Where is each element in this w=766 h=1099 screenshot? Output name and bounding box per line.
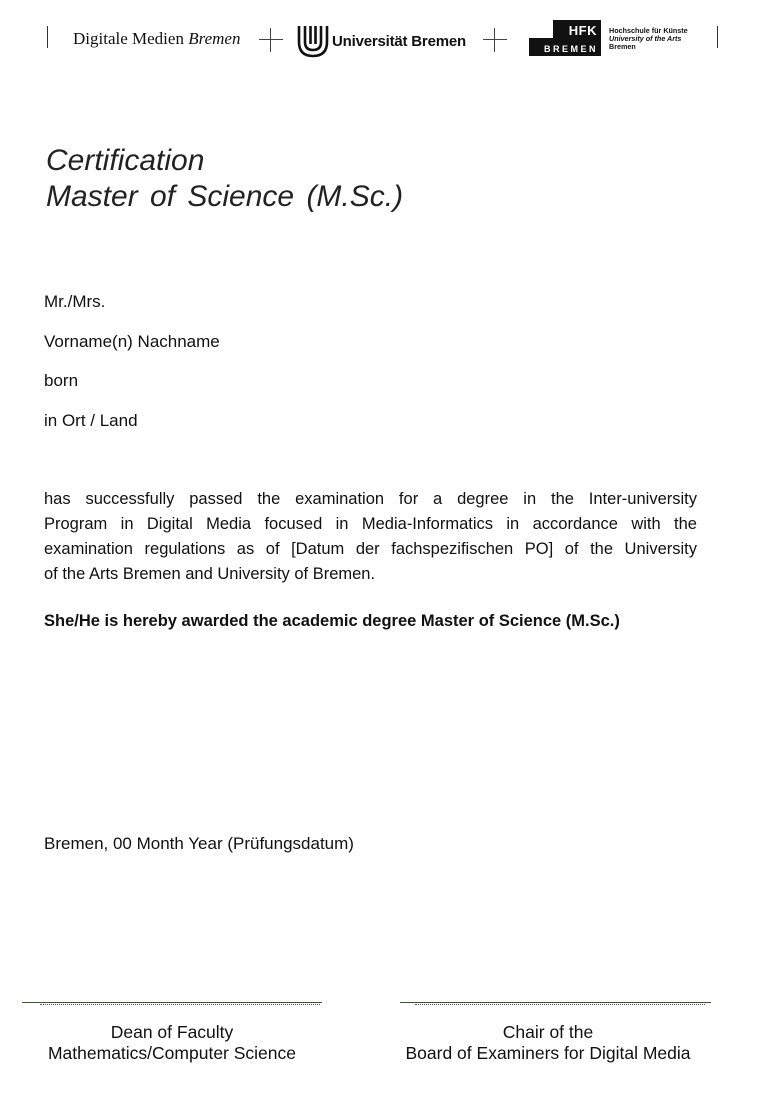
certification-statement	[44, 487, 697, 587]
signature-line-chair	[400, 1002, 711, 1003]
hfk-logo-text	[609, 27, 688, 51]
logo-dmb-regular: Digitale Medien	[73, 29, 184, 48]
statement-line: Program in Digital Media focused in Media-Informatics in accordance with the	[44, 515, 697, 533]
hfk-logo-mark	[529, 20, 601, 56]
hfk-logo-line1: Hochschule für Künste	[609, 26, 688, 35]
hfk-logo-line3: Bremen	[609, 42, 636, 51]
signature-dots-dean	[40, 1004, 320, 1005]
logo-ub-text: Universität Bremen	[332, 32, 466, 50]
chair-title-line1: Chair of the	[502, 1022, 594, 1042]
name-field: Vorname(n) Nachname	[44, 332, 220, 351]
logo-dmb-italic: Bremen	[188, 29, 241, 48]
statement-line: has successfully passed the examination for a degree in the Inter-university	[44, 490, 697, 508]
document-title-line1: Certification	[46, 144, 205, 177]
born-field: born	[44, 371, 79, 390]
hfk-logo-bottom: BREMEN	[544, 44, 599, 54]
dean-title-line1: Dean of Faculty	[110, 1022, 234, 1042]
universitaet-bremen-logo	[297, 24, 466, 58]
place-date-line: Bremen, 00 Month Year (Prüfungsdatum)	[44, 834, 354, 853]
document-title-line2: Master of Science (M.Sc.)	[46, 180, 404, 213]
chair-title-line2: Board of Examiners for Digital Media	[405, 1043, 691, 1063]
header-divider-left	[47, 26, 48, 48]
statement-line: examination regulations as of [Datum der fachspezifischen PO] of the University	[44, 540, 697, 558]
hfk-logo-top: HFK	[568, 23, 597, 38]
hfk-logo-line2: University of the Arts	[609, 34, 682, 43]
university-bremen-emblem-icon	[297, 24, 329, 58]
signature-label-chair	[385, 1022, 711, 1064]
digitale-medien-bremen-logo	[73, 29, 240, 49]
award-statement: She/He is hereby awarded the academic degree Master of Science (M.Sc.)	[44, 612, 620, 630]
header-divider-right	[717, 26, 718, 48]
signature-dots-chair	[415, 1004, 705, 1005]
plus-separator-icon	[259, 28, 283, 52]
statement-line: of the Arts Bremen and University of Bremen.	[44, 565, 376, 583]
signature-line-dean	[22, 1002, 322, 1003]
dean-title-line2: Mathematics/Computer Science	[47, 1043, 297, 1063]
signature-label-dean	[22, 1022, 322, 1064]
salutation-field: Mr./Mrs.	[44, 292, 106, 311]
birthplace-field: in Ort / Land	[44, 411, 138, 430]
plus-separator-icon	[483, 28, 507, 52]
